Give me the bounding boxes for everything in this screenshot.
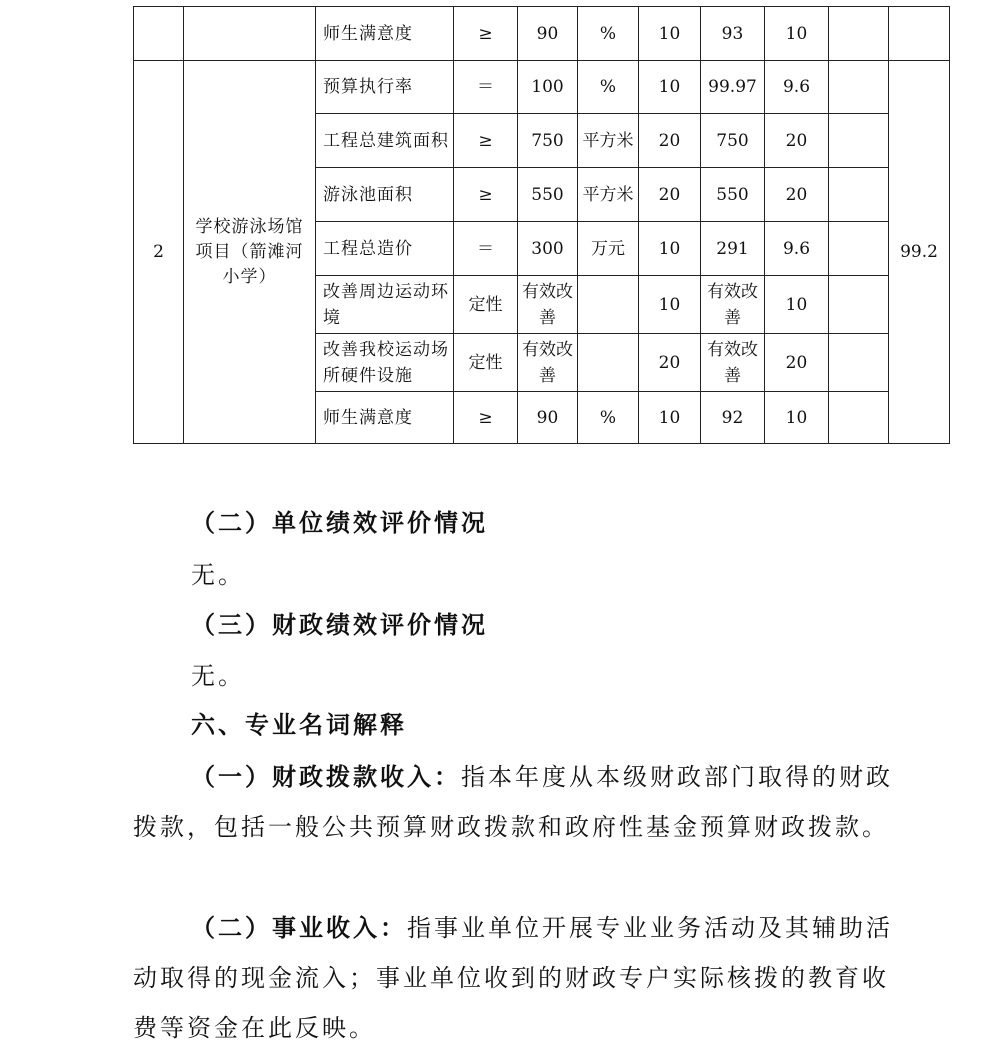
actual-value-cell: 有效改善 [701,334,765,392]
note-cell [829,114,889,168]
unit-cell: 万元 [578,222,639,276]
operator-cell: ≥ [454,392,518,444]
indicator-name-cell: 工程总建筑面积 [316,114,454,168]
actual-value-cell: 92 [701,392,765,444]
note-cell [829,168,889,222]
unit-cell: 平方米 [578,114,639,168]
weight-cell: 10 [639,222,701,276]
table-row [134,7,950,61]
performance-table [133,6,950,444]
fiscal-eval-body: 无。 [191,662,245,690]
weight-cell: 20 [639,114,701,168]
term-label: （一）财政拨款收入： [191,762,461,791]
unit-eval-heading: （二）单位绩效评价情况 [191,508,488,537]
row-number-cell [134,7,184,61]
term-definition: 指本年度从本级财政部门取得的财政拨款，包括一般公共预算财政拨款和政府性基金预算财政拨款。 [133,763,893,841]
term-definition: 指事业单位开展专业业务活动及其辅助活动取得的现金流入；事业单位收到的财政专户实际核拨的教育收费等资金在此反映。 [133,914,893,1042]
unit-cell [578,334,639,392]
operator-cell: ＝ [454,222,518,276]
total-score-cell [889,7,950,61]
indicator-name-cell: 师生满意度 [316,392,454,444]
term-financial-appropriation [133,752,893,852]
actual-value-cell: 99.97 [701,61,765,114]
operator-cell: ＝ [454,61,518,114]
actual-value-cell: 93 [701,7,765,61]
fiscal-eval-heading: （三）财政绩效评价情况 [191,610,488,639]
project-name-cell [184,7,316,61]
indicator-name-cell: 工程总造价 [316,222,454,276]
weight-cell: 10 [639,392,701,444]
note-cell [829,61,889,114]
note-cell [829,392,889,444]
target-value-cell: 100 [518,61,578,114]
target-value-cell: 300 [518,222,578,276]
weight-cell: 20 [639,334,701,392]
weight-cell: 10 [639,7,701,61]
weight-cell: 20 [639,168,701,222]
indicator-name-cell: 预算执行率 [316,61,454,114]
actual-value-cell: 550 [701,168,765,222]
operator-cell: 定性 [454,334,518,392]
unit-cell: % [578,61,639,114]
target-value-cell: 有效改善 [518,334,578,392]
actual-value-cell: 291 [701,222,765,276]
operator-cell: ≥ [454,7,518,61]
unit-cell: % [578,392,639,444]
score-cell: 9.6 [765,61,829,114]
score-cell: 10 [765,7,829,61]
table-row [134,61,950,114]
score-cell: 20 [765,334,829,392]
unit-cell: 平方米 [578,168,639,222]
term-business-income [133,903,893,1053]
term-label: （二）事业收入： [191,913,407,942]
target-value-cell: 750 [518,114,578,168]
indicator-name-cell: 改善我校运动场所硬件设施 [316,334,454,392]
weight-cell: 10 [639,276,701,334]
weight-cell: 10 [639,61,701,114]
actual-value-cell: 750 [701,114,765,168]
operator-cell: ≥ [454,114,518,168]
target-value-cell: 550 [518,168,578,222]
glossary-heading: 六、专业名词解释 [191,710,407,739]
note-cell [829,7,889,61]
unit-eval-body: 无。 [191,561,245,589]
score-cell: 10 [765,276,829,334]
score-cell: 10 [765,392,829,444]
note-cell [829,334,889,392]
note-cell [829,276,889,334]
indicator-name-cell: 游泳池面积 [316,168,454,222]
indicator-name-cell: 师生满意度 [316,7,454,61]
score-cell: 9.6 [765,222,829,276]
actual-value-cell: 有效改善 [701,276,765,334]
target-value-cell: 90 [518,392,578,444]
row-number-cell: 2 [134,61,184,444]
unit-cell [578,276,639,334]
operator-cell: ≥ [454,168,518,222]
operator-cell: 定性 [454,276,518,334]
indicator-name-cell: 改善周边运动环境 [316,276,454,334]
target-value-cell: 90 [518,7,578,61]
score-cell: 20 [765,168,829,222]
score-cell: 20 [765,114,829,168]
note-cell [829,222,889,276]
project-name-cell: 学校游泳场馆项目（箭滩河小学） [184,61,316,444]
target-value-cell: 有效改善 [518,276,578,334]
unit-cell: % [578,7,639,61]
total-score-cell: 99.2 [889,61,950,444]
